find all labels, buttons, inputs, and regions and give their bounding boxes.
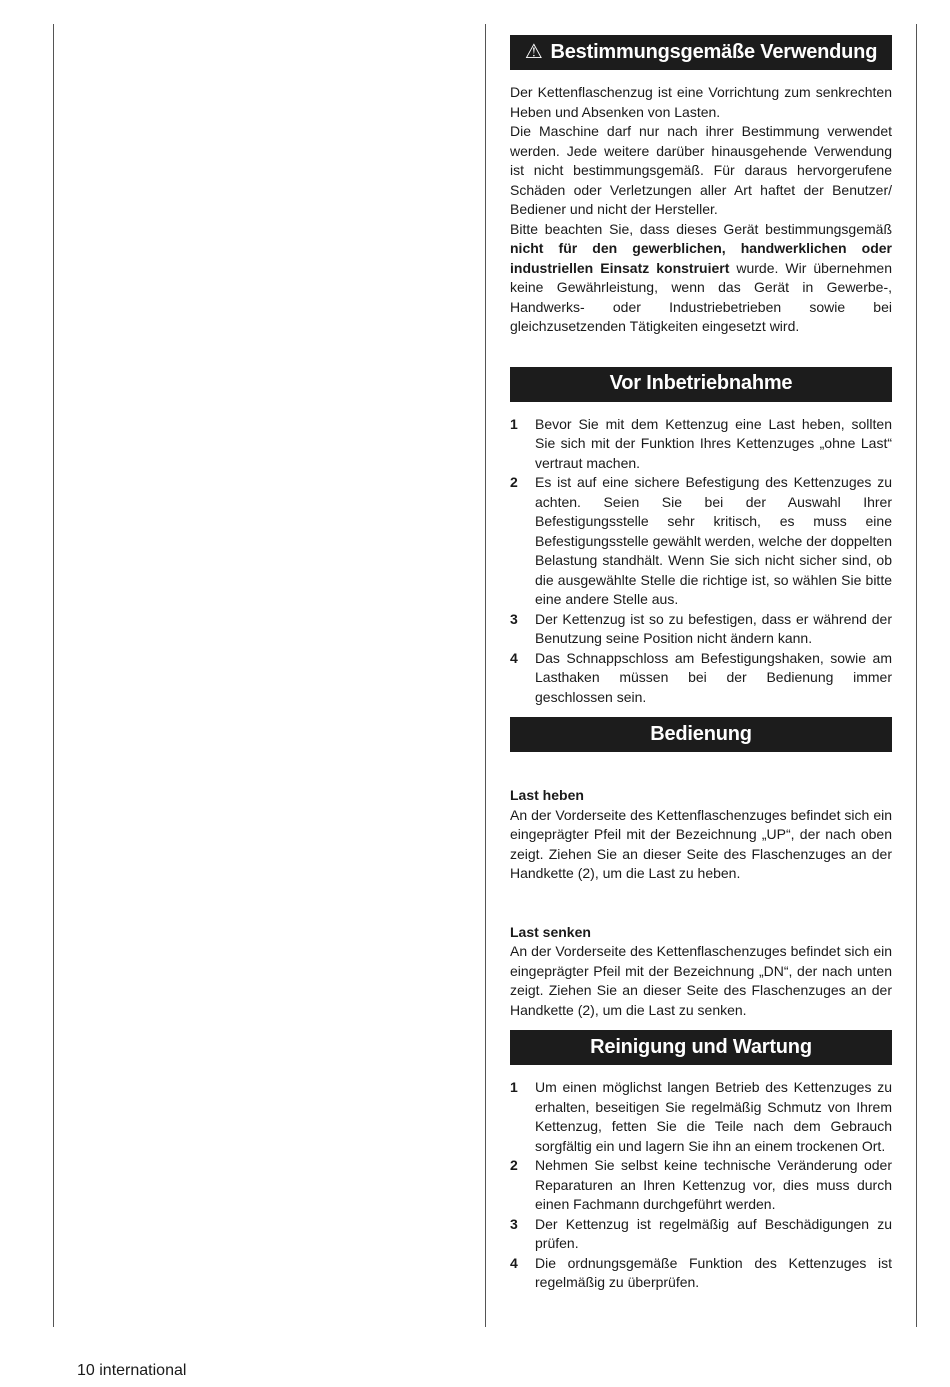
text-column xyxy=(510,35,892,1293)
list-text: Der Kettenzug ist regelmäßig auf Beschädigungen zu prüfen. xyxy=(535,1215,892,1251)
right-margin-rule xyxy=(916,24,917,1327)
list-number: 3 xyxy=(510,1215,518,1232)
section-heading-inbetriebnahme xyxy=(510,367,892,402)
list-number: 2 xyxy=(510,474,518,490)
left-margin-rule xyxy=(53,24,54,1327)
list-text: Um einen möglichst langen Betrieb des Kettenzuges zu erhalten, beseitigen Sie regelmäßig Schmutz von Ihrem Kettenzug, fetten Sie die Teile nach dem Gebrauch sorgfältig ein und lagern Sie ihn an einem trockenen Ort. xyxy=(535,1079,892,1154)
list-item xyxy=(510,1254,892,1293)
list-item xyxy=(510,1078,892,1156)
paragraph: Die Maschine darf nur nach ihrer Bestimmung verwendet werden. Jede weitere darüber hinausgehende Verwendung ist nicht bestimmungsgemäß. Für daraus hervorgerufene Schäden oder Verletzungen aller Art haftet der Benutzer/ Bediener und nicht der Hersteller. xyxy=(510,123,892,217)
section-heading-reinigung xyxy=(510,1030,892,1065)
list-text: Das Schnappschloss am Befestigungshaken, sowie am Lasthaken müssen bei der Bedienung immer geschlossen sein. xyxy=(535,649,892,705)
list-number: 3 xyxy=(510,610,518,627)
section-heading-bestimmung xyxy=(510,35,892,70)
section-heading-text: Bestimmungsgemäße Verwendung xyxy=(550,40,878,63)
list-item xyxy=(510,415,892,474)
list-item xyxy=(510,1215,892,1254)
paragraph xyxy=(510,220,892,337)
section-heading-bedienung xyxy=(510,717,892,752)
paragraph-text: Bitte beachten Sie, dass dieses Gerät bestimmungsgemäß xyxy=(510,220,892,237)
list-text: Der Kettenzug ist so zu befestigen, dass er während der Benutzung seine Position nicht ändern kann. xyxy=(535,610,892,646)
section-heading-text: Vor Inbetriebnahme xyxy=(609,372,793,395)
list-item xyxy=(510,649,892,708)
list-text: Es ist auf eine sichere Befestigung des Kettenzuges zu achten. Seien Sie bei der Auswahl Ihrer Befestigungsstelle sehr kritisch, es muss eine Befestigungsstelle gewählt werden, welche der doppelten Belastung standhält. Wenn Sie sich nicht sicher sind, ob die ausgewählte Stelle die richtige ist, so wählen Sie bitte eine andere Stelle aus. xyxy=(535,474,892,607)
list-text: Bevor Sie mit dem Kettenzug eine Last heben, sollten Sie sich mit der Funktion Ihres Kettenzuges „ohne Last“ vertraut machen. xyxy=(535,415,892,471)
paragraph: An der Vorderseite des Kettenflaschenzuges befindet sich ein eingeprägter Pfeil mit der Bezeichnung „UP“, der nach oben zeigt. Ziehen Sie an dieser Seite des Flaschenzuges an der Handkette (2), um die Last zu heben. xyxy=(510,806,892,881)
warning-icon: ⚠ xyxy=(524,40,543,63)
paragraph-text: wurde. Wir übernehmen keine Gewährleistung, wenn das Gerät in Gewerbe-, Handwerks- oder Industriebetrieben sowie bei gleichzusetzenden Tätigkeiten eingesetzt wird. xyxy=(510,259,892,334)
paragraph: Der Kettenflaschenzug ist eine Vorrichtung zum senkrechten Heben und Absenken von Lasten. xyxy=(510,84,892,120)
list-item xyxy=(510,1156,892,1215)
subheading-last-senken: Last senken xyxy=(510,923,591,940)
list-number: 4 xyxy=(510,1254,518,1271)
list-number: 1 xyxy=(510,1079,518,1095)
subheading-last-heben: Last heben xyxy=(510,787,584,803)
list-text: Nehmen Sie selbst keine technische Veränderung oder Reparaturen an Ihren Kettenzug vor, dies muss durch einen Fachmann durchgeführt werden. xyxy=(535,1157,892,1212)
page-footer: 10 international xyxy=(77,1362,187,1379)
numbered-list-inbetriebnahme xyxy=(510,415,892,708)
emphasis-text: nicht für den gewerblichen, handwerklichen oder industriellen Einsatz konstruiert xyxy=(510,240,892,276)
list-text: Die ordnungsgemäße Funktion des Kettenzuges ist regelmäßig zu überprüfen. xyxy=(535,1254,892,1290)
list-number: 2 xyxy=(510,1157,518,1173)
list-item xyxy=(510,610,892,649)
list-number: 1 xyxy=(510,415,518,432)
paragraph: An der Vorderseite des Kettenflaschenzuges befindet sich ein eingeprägter Pfeil mit der Bezeichnung „DN“, der nach unten zeigt. Ziehen Sie an dieser Seite des Flaschenzuges an der Handkette (2), um die Last zu senken. xyxy=(510,943,892,1018)
list-number: 4 xyxy=(510,649,518,666)
numbered-list-reinigung xyxy=(510,1078,892,1293)
list-item xyxy=(510,473,892,610)
section-heading-text: Reinigung und Wartung xyxy=(590,1035,812,1058)
center-column-rule xyxy=(485,24,486,1327)
section-heading-text: Bedienung xyxy=(650,722,752,745)
